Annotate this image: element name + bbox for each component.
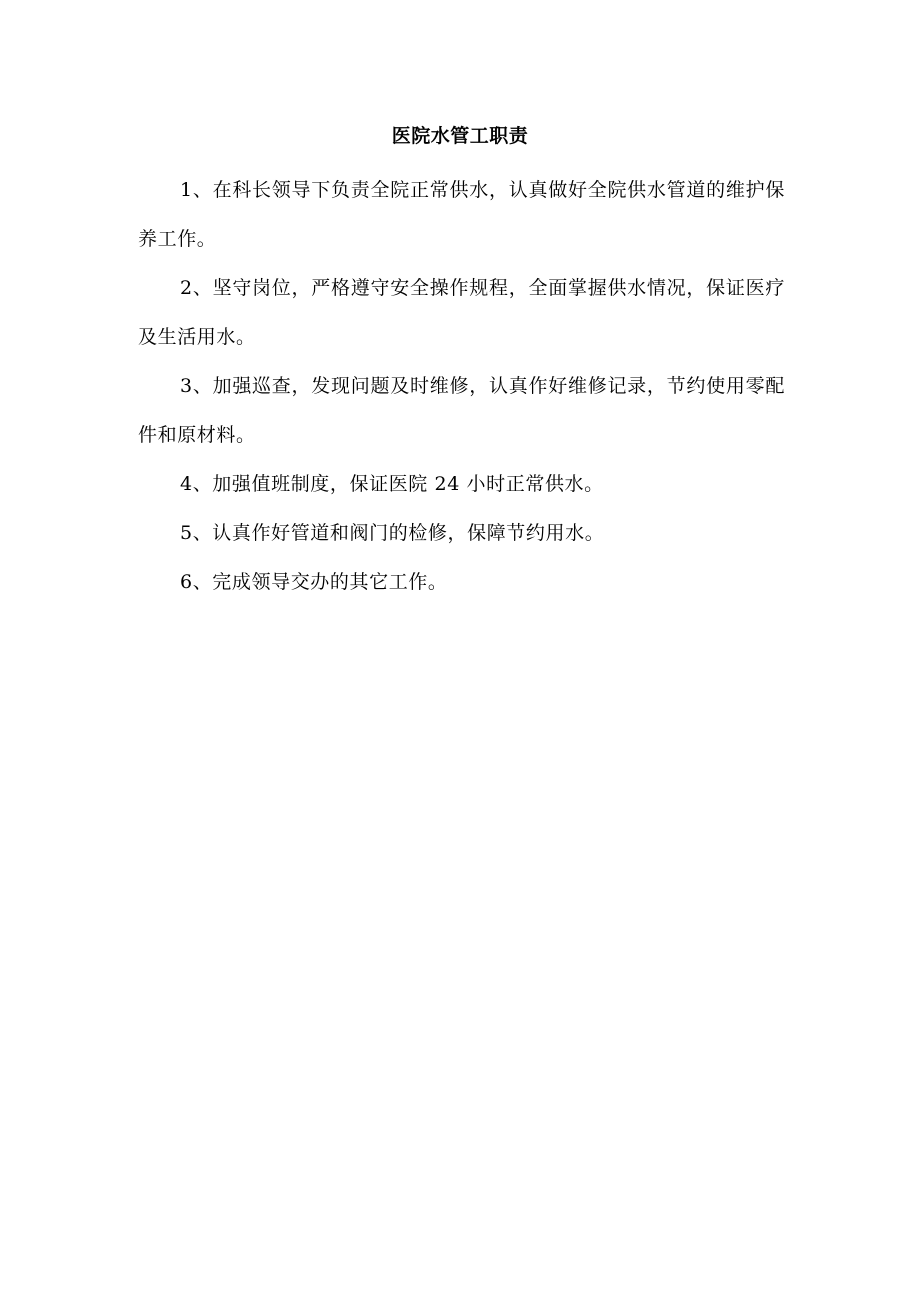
document-title: 医院水管工职责 <box>391 125 529 147</box>
duty-item-2: 2、坚守岗位，严格遵守安全操作规程，全面掌握供水情况，保证医疗及生活用水。 <box>138 277 785 348</box>
duty-item-4: 4、加强值班制度，保证医院 24 小时正常供水。 <box>180 473 604 495</box>
duty-item-1: 1、在科长领导下负责全院正常供水，认真做好全院供水管道的维护保养工作。 <box>138 179 785 250</box>
duty-item-5: 5、认真作好管道和阀门的检修，保障节约用水。 <box>180 522 605 544</box>
duty-item-3: 3、加强巡查，发现问题及时维修，认真作好维修记录，节约使用零配件和原材料。 <box>138 375 785 446</box>
document-body <box>138 166 785 607</box>
duty-item-6: 6、完成领导交办的其它工作。 <box>180 571 448 593</box>
